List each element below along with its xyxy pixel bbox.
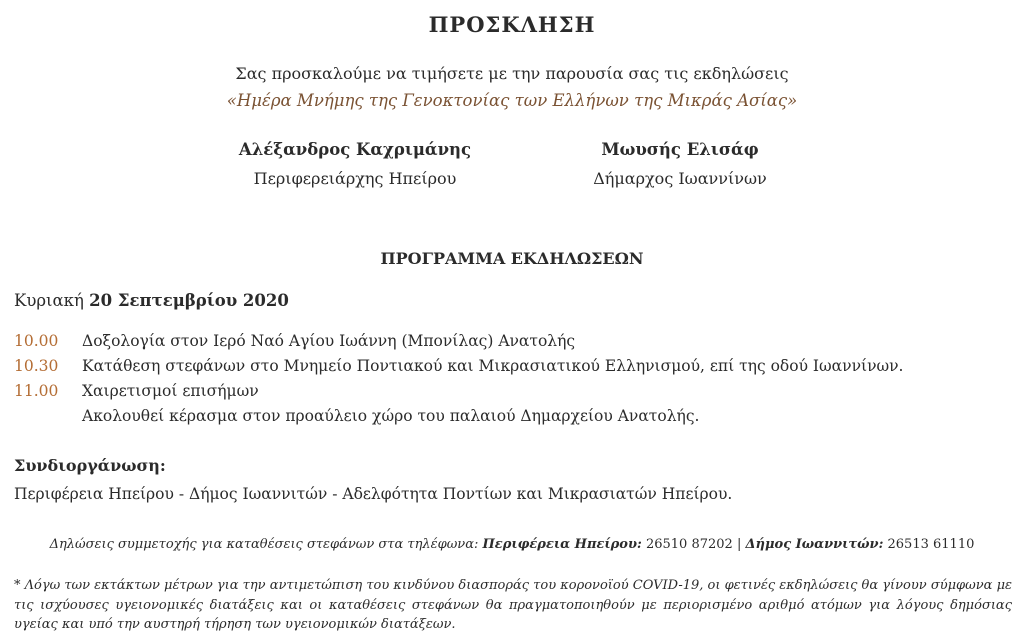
schedule-item <box>14 329 1014 354</box>
schedule-time: 10.30 <box>14 357 59 375</box>
invitation-text: Σας προσκαλούμε να τιμήσετε με την παρουσία σας τις εκδηλώσεις <box>235 64 789 83</box>
schedule-item <box>14 379 1014 404</box>
schedule-list <box>14 329 1014 429</box>
organizers-text: Περιφέρεια Ηπείρου - Δήμος Ιωαννιτών - Αδελφότητα Ποντίων και Μικρασιατών Ηπείρου. <box>14 485 733 503</box>
contact-separator: | <box>736 537 742 552</box>
contact-municipality-phone: 26513 61110 <box>887 537 975 552</box>
contact-region-phone: 26510 87202 <box>645 537 733 552</box>
event-date-value: 20 Σεπτεμβρίου 2020 <box>89 291 289 310</box>
page-title: ΠΡΟΣΚΛΗΣΗ <box>428 12 596 37</box>
program-title: ΠΡΟΓΡΑΜΜΑ ΕΚΔΗΛΩΣΕΩΝ <box>380 249 644 268</box>
event-date <box>14 291 289 310</box>
schedule-text: Δοξολογία στον Ιερό Ναό Αγίου Ιωάννη (Μπονίλας) Ανατολής <box>82 332 576 350</box>
host-name: Αλέξανδρος Καχριμάνης <box>238 140 472 159</box>
host-role: Δήμαρχος Ιωαννίνων <box>593 169 767 188</box>
schedule-time: 11.00 <box>14 382 59 400</box>
host-block-1 <box>230 140 480 188</box>
covid-note: * Λόγω των εκτάκτων μέτρων για την αντιμετώπιση του κινδύνου διασποράς του κορονοϊού COVID-19, οι φετινές εκδηλώσεις θα γίνουν σύμφωνα με τις ισχύουσες υγειονομικές διατάξεις και οι καταθέσεις στεφάνων θα πραγματοποιηθούν με περιορισμένο αριθμό ατόμων για λόγους δημόσιας υγείας και υπό την αυστηρή τήρηση των υγειονομικών διατάξεων. <box>14 578 1012 632</box>
schedule-item <box>14 354 1014 379</box>
event-name: «Ημέρα Μνήμης της Γενοκτονίας των Ελλήνων της Μικράς Ασίας» <box>226 91 798 110</box>
schedule-text: Χαιρετισμοί επισήμων <box>82 382 259 400</box>
host-name: Μωυσής Ελισάφ <box>601 140 759 159</box>
schedule-time: 10.00 <box>14 332 59 350</box>
schedule-subtext: Ακολουθεί κέρασμα στον προαύλειο χώρο του παλαιού Δημαρχείου Ανατολής. <box>82 407 700 425</box>
contact-municipality-label: Δήμος Ιωαννιτών: <box>745 537 884 552</box>
host-block-2 <box>555 140 805 188</box>
contact-region-label: Περιφέρεια Ηπείρου: <box>482 537 642 552</box>
contact-line <box>0 537 1024 552</box>
event-day: Κυριακή <box>14 291 84 310</box>
host-role: Περιφερειάρχης Ηπείρου <box>253 169 457 188</box>
schedule-text: Κατάθεση στεφάνων στο Μνημείο Ποντιακού και Μικρασιατικού Ελληνισμού, επί της οδού Ιωαννίνων. <box>82 357 904 375</box>
contact-intro: Δηλώσεις συμμετοχής για καταθέσεις στεφάνων στα τηλέφωνα: <box>49 537 479 552</box>
organizers-label: Συνδιοργάνωση: <box>14 456 166 475</box>
